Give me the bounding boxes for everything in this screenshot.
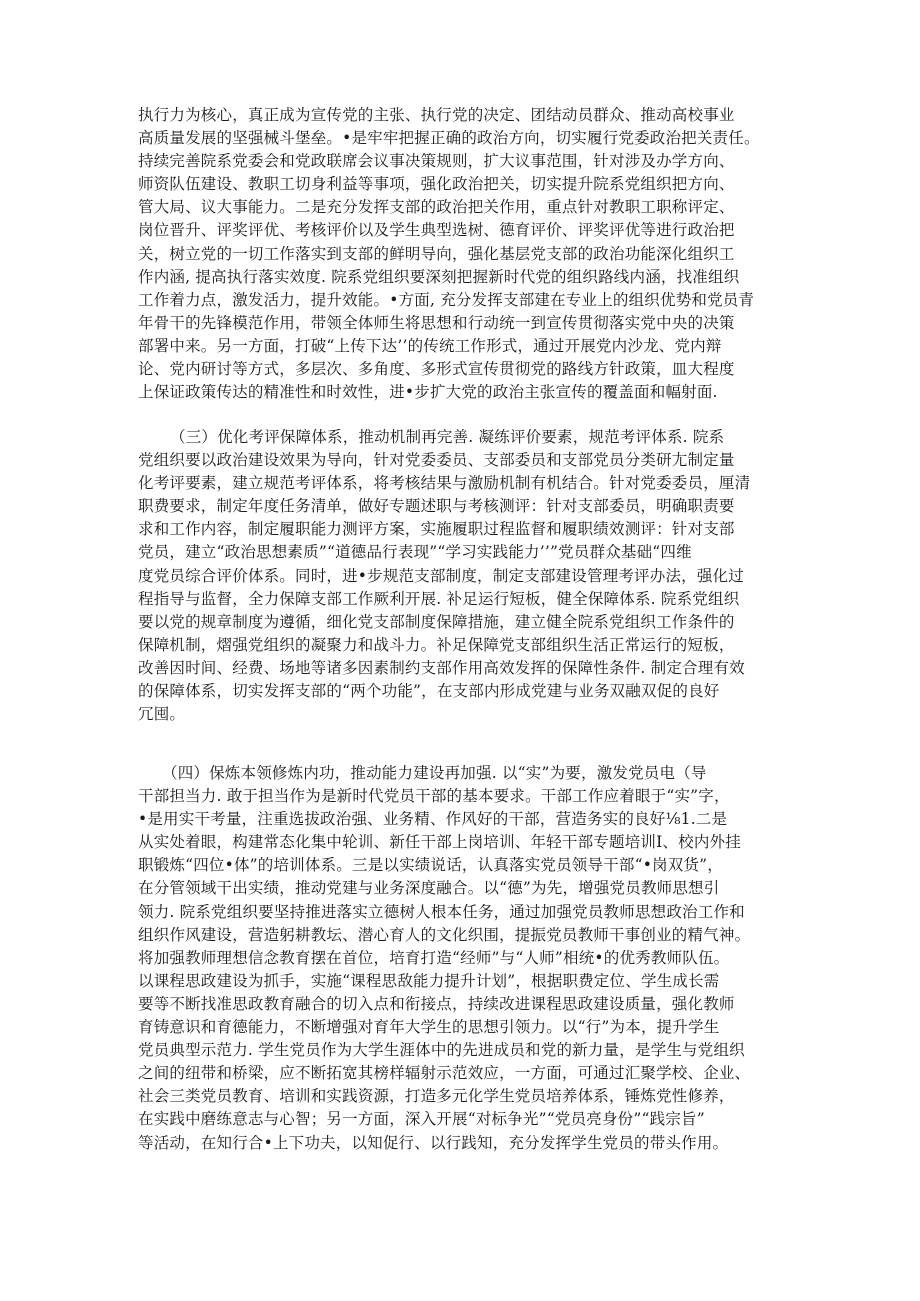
text-line: 冗囤。: [138, 705, 186, 724]
text-line: 以课程思政建设为抓手，实施“课程思敌能力提升计划”，根据职费定位、学生成长需: [138, 971, 720, 990]
text-line: 年骨干的先锋模范作用，带领全体师生将思想和行动统一到宣传贯彻落实党中央的决策: [138, 313, 735, 332]
text-line: 要以党的规章制度为遵循，细化党支部制度保障措施，建立健全院系党组织工作条件的: [138, 612, 735, 631]
text-line: 从实处着眼，构建常态化集中轮训、新任干部上岗培训、年轻干部专题培训I、校内外挂: [138, 833, 741, 852]
text-line: 持续完善院系党委会和党政联席会议事决策规则，扩大议事范围，针对涉及办学方向、: [138, 152, 735, 171]
text-line: 管大局、议大事能力。二是充分发挥支部的政治把关作用，重点针对教职工职称评定、: [138, 198, 735, 217]
text-line: 关，树立党的一切工作落实到支部的鲜明导向，强化基层党支部的政治功能深化组织工: [138, 244, 735, 263]
text-line: 工作着力点，激发活力，提升效能。•方面, 充分发挥支部建在专业上的组织优势和党员青: [138, 290, 755, 309]
text-line: 作内涵, 提高执行落实效度. 院系党组织要深刻把握新时代党的组织路线内涵，找准组织: [138, 267, 740, 286]
text-line: 组织作风建设，营造躬耕教坛、潜心育人的文化织围，提振党员教师干事创业的精气神。: [138, 925, 751, 944]
text-line: 度党员综合评价体系。同时，进•步规范支部制度，制定支部建设管理考评办法，强化过: [138, 566, 744, 585]
text-line: 程指导与监督，全力保障支部工作厥利开展. 补足运行短板，健全保障体系. 院系党组织: [138, 589, 740, 608]
text-line: 师资队伍建设、教职工切身利益等事项，强化政治把关，切实提升院系党组织把方向、: [138, 175, 735, 194]
text-line: 化考评要素，建立规范考评体系，将考核结果与激励机制有机结合。针对党委委员，厘清: [138, 474, 751, 493]
text-line: 职锻炼“四位•体”的培训体系。三是以实绩说话，认真落实党员领导干部“•岗双货”，: [138, 856, 723, 875]
paragraph-section-3: [138, 426, 750, 726]
text-line: 高质量发展的坚强械斗堡垒。•是牢牢把握正确的政治方向，切实履行党委政治把关责任。: [138, 129, 760, 148]
text-line: 执行力为核心，真正成为宣传党的主张、执行党的决定、团结动员群众、推动高校事业: [138, 106, 735, 124]
text-line: 干部担当力. 敢于担当作为是新时代党员干部的基本要求。干部工作应着眼于“实”字，: [138, 787, 730, 806]
paragraph-section-4: [138, 762, 750, 1155]
text-line: 论、党内研讨等方式，多层次、多角度、多形式宣传贯彻党的路线方针政策，皿大程度: [138, 360, 735, 379]
text-line: 要等不断找准思政教育融合的切入点和衔接点，持续改进课程思政建设质量，强化教师: [138, 994, 735, 1013]
section-heading-line: （三）优化考评保障体系，推动机制再完善. 凝练评价要素，规范考评体系. 院系: [170, 428, 725, 446]
text-line: 之间的纽带和桥梁，应不断拓宽其榜样辐射示范效应，一方面，可通过汇聚学校、企业、: [138, 1064, 751, 1083]
text-line: 社会三类党员教育、培训和实践资源，打造多元化学生党员培养体系，锤炼党性修养，: [138, 1087, 735, 1106]
text-line: 党员，建立“政治思想素质”“道德品行表现”“学习实践能力’’”党员群众基础“四维: [138, 543, 692, 562]
section-heading-line: （四）保炼本领修炼内功，推动能力建设再加强. 以“实”为要，激发党员电（导: [162, 764, 707, 782]
text-line: 将加强教师理想信念教育摆在首位，培育打造“经师”与“人师”相统•的优秀教师队伍。: [138, 948, 730, 967]
text-line: 党员典型示范力. 学生党员作为大学生涯体中的先进成员和党的新力量，是学生与党组织: [138, 1041, 745, 1060]
text-line: •是用实干考量，注重选拔政治强、业务精、作风好的干部，营造务实的良好⅛1.二是: [138, 810, 728, 829]
text-line: 上保证政策传达的精准性和时效性，进•步扩大党的政治主张宣传的覆盖面和幅射面.: [138, 383, 718, 402]
text-line: 在分管领域干出实绩，推动党建与业务深度融合。以“德”为先，增强党员教师思想引: [138, 879, 720, 898]
text-line: 职费要求，制定年度任务清单，做好专题述职与考核测评：针对支部委员，明确职责要: [138, 497, 735, 516]
text-line: 的保障体系，切实发挥支部的“两个功能”，在支部内形成党建与业务双融双促的良好: [138, 682, 720, 701]
text-line: 领力. 院系党组织要坚持推进落实立德树人根本任务，通过加强党员教师思想政治工作和: [138, 902, 745, 921]
text-line: 育铸意识和育德能力，不断增强对育年大学生的思想引领力。以“行”为本，提升学生: [138, 1018, 720, 1037]
text-line: 等活动，在知行合•上下功夫，以知促行、以行践知，充分发挥学生党员的带头作用。: [138, 1133, 729, 1152]
text-line: 在实践中磨练意志与心智；另一方面，深入开展“对标争光”“党员亮身份”“践宗旨”: [138, 1110, 705, 1129]
text-line: 部署中来。另一方面，打破“上传下达’’的传统工作形式，通过开展党内沙龙、党内辩: [138, 336, 722, 355]
text-line: 保障机制，熠强党组织的凝聚力和战斗力。补足保障党支部组织生活正常运行的短板，: [138, 635, 735, 654]
paragraph-continuation: [138, 104, 760, 404]
text-line: 党组织要以政治建设效果为导向，针对党委委员、支部委员和支部党员分类研尢制定量: [138, 451, 735, 470]
text-line: 改善因时间、经费、场地等诸多因素制约支部作用高效发挥的保障性条件. 制定合理有效: [138, 658, 745, 677]
text-line: 求和工作内容，制定履职能力测评方案，实施履职过程监督和履职绩效测评：针对支部: [138, 520, 735, 539]
text-line: 岗位晋升、评奖评优、考核评价以及学生典型选树、德育评价、评奖评优等进行政治把: [138, 221, 735, 240]
